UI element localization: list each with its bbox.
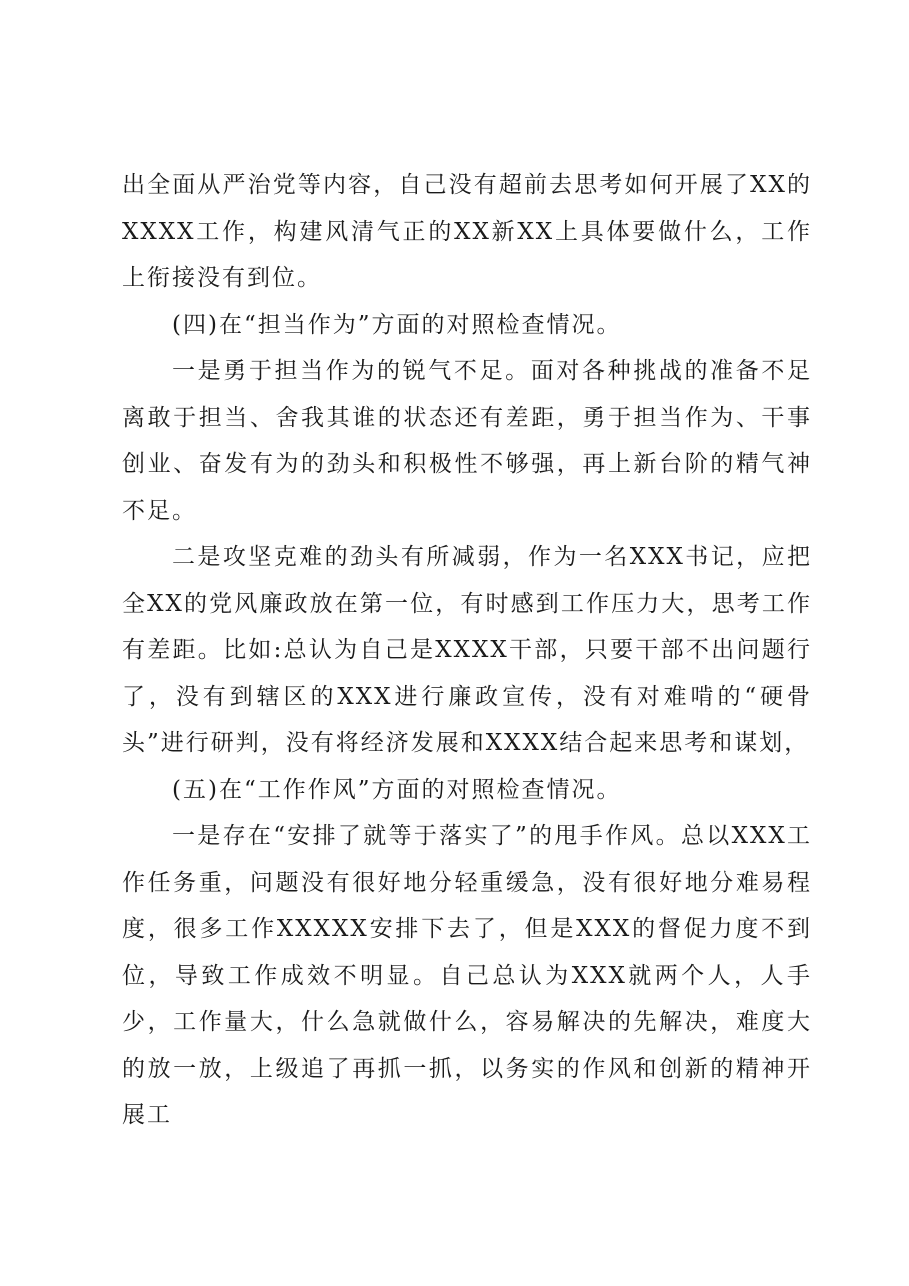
document-body	[122, 162, 812, 1139]
paragraph: 一是勇于担当作为的锐气不足。面对各种挑战的准备不足离敢于担当、舍我其谁的状态还有差距，勇于担当作为、干事创业、奋发有为的劲头和积极性不够强，再上新台阶的精气神不足。	[122, 358, 812, 524]
section-heading-4: (四)在“担当作为”方面的对照检查情况。	[172, 311, 622, 338]
paragraph-continued: 出全面从严治党等内容，自己没有超前去思考如何开展了XX的XXXX工作，构建风清气正的XX新XX上具体要做什么，工作上衔接没有到位。	[122, 172, 812, 291]
paragraph: 一是存在“安排了就等于落实了”的甩手作风。总以XXX工作任务重，问题没有很好地分轻重缓急，没有很好地分难易程度，很多工作XXXXX安排下去了，但是XXX的督促力度不到位，导致工作成效不明显。自己总认为XXX就两个人，人手少，工作量大，什么急就做什么，容易解决的先解决，难度大的放一放，上级追了再抓一抓，以务实的作风和创新的精神开展工	[122, 823, 812, 1128]
section-heading-5: (五)在“工作作风”方面的对照检查情况。	[172, 776, 622, 803]
paragraph: 二是攻坚克难的劲头有所减弱，作为一名XXX书记，应把全XX的党风廉政放在第一位，有时感到工作压力大，思考工作有差距。比如:总认为自己是XXXX干部，只要干部不出问题行了，没有到辖区的XXX进行廉政宣传，没有对难啃的“硬骨头”进行研判，没有将经济发展和XXXX结合起来思考和谋划，	[122, 544, 812, 756]
